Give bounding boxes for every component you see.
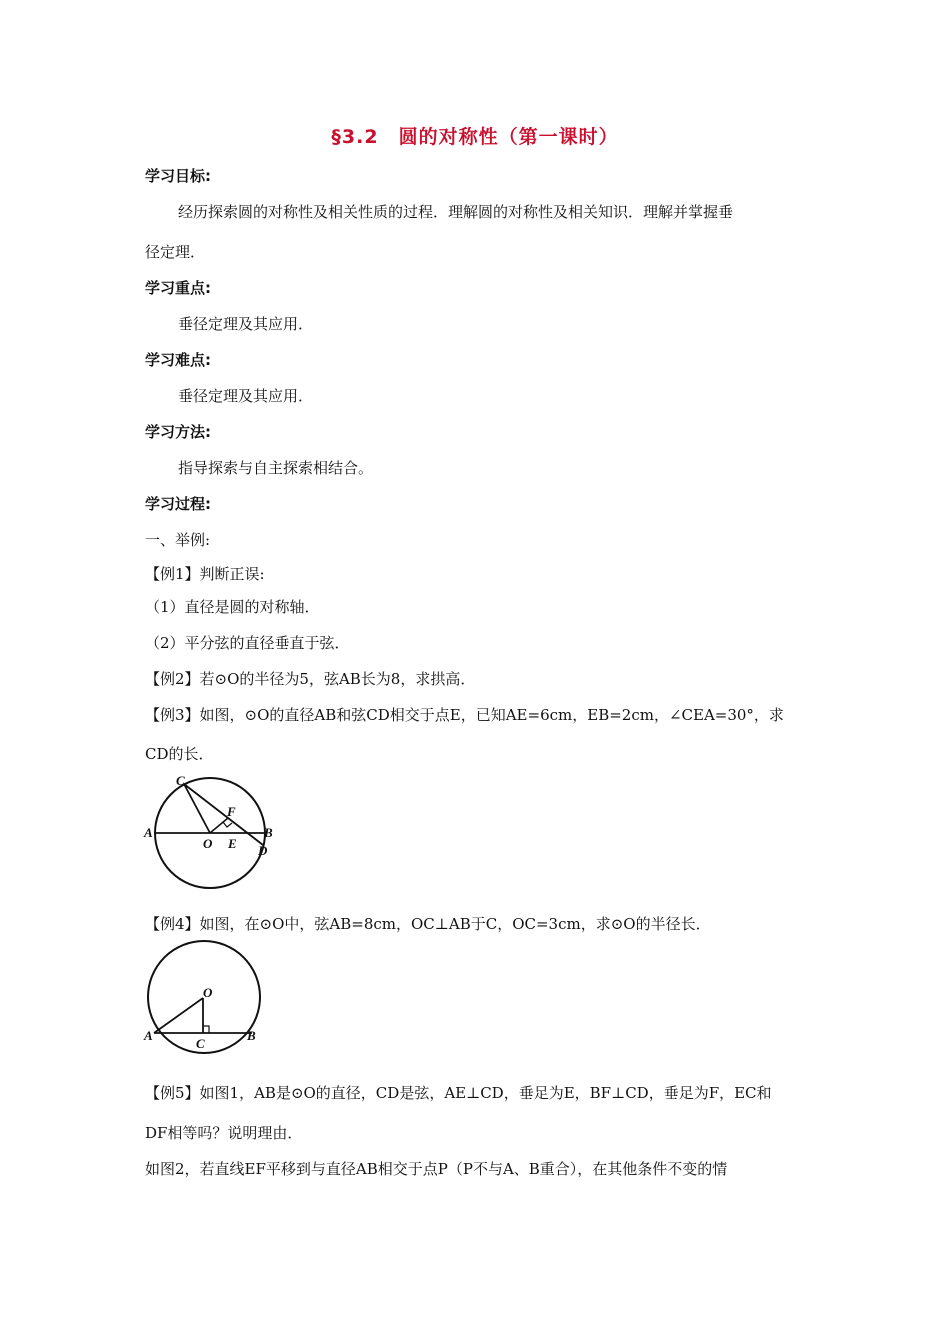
page-title: §3.2 圆的对称性（第一课时） <box>331 126 619 148</box>
difficulties-text: 垂径定理及其应用． <box>178 387 314 405</box>
fig1-label-c: C <box>176 773 185 788</box>
fig2-label-a: A <box>144 1028 153 1043</box>
example-1-title: 【例1】判断正误: <box>145 565 265 583</box>
example-4: 【例4】如图，在⊙O中，弦AB=8cm，OC⊥AB于C，OC=3cm，求⊙O的半径长． <box>145 915 711 933</box>
section-heading-key-points: 学习重点: <box>145 279 211 297</box>
example-1-item-a: （1）直径是圆的对称轴． <box>145 598 320 616</box>
fig2-label-b: B <box>247 1028 256 1043</box>
example-3-line-2: CD的长． <box>145 745 214 763</box>
fig1-label-b: B <box>264 825 273 840</box>
fig1-segment-oc <box>184 784 210 833</box>
section-heading-goals: 学习目标: <box>145 167 211 185</box>
example-5-line-2: DF相等吗？说明理由． <box>145 1124 303 1142</box>
goals-text-line-1: 经历探索圆的对称性及相关性质的过程．理解圆的对称性及相关知识．理解并掌握垂 <box>178 203 734 221</box>
section-heading-difficulties: 学习难点: <box>145 351 211 369</box>
examples-intro: 一、举例: <box>145 531 211 549</box>
goals-text-line-2: 径定理． <box>145 243 206 261</box>
example-5-line-1: 【例5】如图1，AB是⊙O的直径，CD是弦，AE⊥CD，垂足为E，BF⊥CD，垂足为F，EC和 <box>145 1084 772 1102</box>
method-text: 指导探索与自主探索相结合。 <box>178 459 374 477</box>
fig1-chord-cd <box>184 784 263 845</box>
fig2-segment-oa <box>154 998 203 1033</box>
example-3-line-1: 【例3】如图，⊙O的直径AB和弦CD相交于点E，已知AE=6cm，EB=2cm，∠CEA=30°，求 <box>145 706 784 724</box>
fig1-label-o: O <box>203 836 213 851</box>
fig2-label-o: O <box>203 985 213 1000</box>
key-points-text: 垂径定理及其应用． <box>178 315 314 333</box>
fig1-label-f: F <box>227 804 236 819</box>
fig1-right-angle-mark <box>223 822 232 827</box>
section-heading-process: 学习过程: <box>145 495 211 513</box>
figure-example-3 <box>140 770 285 895</box>
fig1-label-e: E <box>228 836 237 851</box>
example-2: 【例2】若⊙O的半径为5，弦AB长为8，求拱高． <box>145 670 476 688</box>
figure-example-4 <box>140 940 270 1058</box>
example-1-item-b: （2）平分弦的直径垂直于弦． <box>145 634 350 652</box>
fig1-label-d: D <box>258 843 268 858</box>
section-heading-method: 学习方法: <box>145 423 211 441</box>
example-5-line-3: 如图2，若直线EF平移到与直径AB相交于点P（P不与A、B重合），在其他条件不变的情 <box>145 1160 728 1178</box>
fig1-label-a: A <box>144 825 153 840</box>
fig2-label-c: C <box>196 1036 205 1051</box>
